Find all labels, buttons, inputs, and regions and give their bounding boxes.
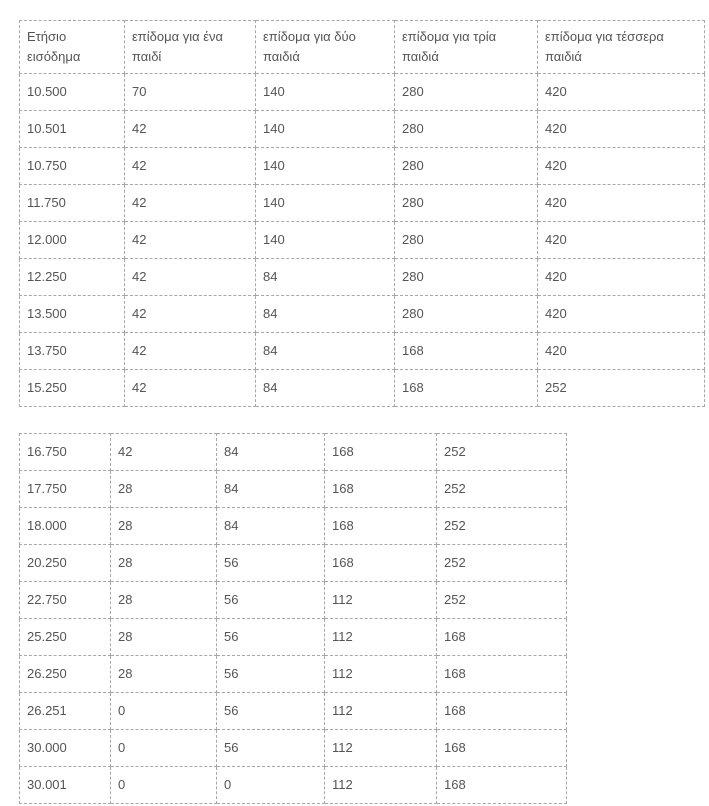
benefit-cell: 84 bbox=[256, 296, 395, 333]
benefit-cell: 252 bbox=[538, 370, 705, 407]
benefit-cell: 168 bbox=[395, 333, 538, 370]
benefit-cell: 56 bbox=[217, 693, 325, 730]
benefit-cell: 420 bbox=[538, 333, 705, 370]
table-row bbox=[20, 185, 705, 222]
income-cell: 16.750 bbox=[20, 434, 111, 471]
income-cell: 12.250 bbox=[20, 259, 125, 296]
benefit-cell: 420 bbox=[538, 259, 705, 296]
benefit-cell: 42 bbox=[111, 434, 217, 471]
table-header-row bbox=[20, 21, 705, 74]
benefit-cell: 168 bbox=[437, 693, 567, 730]
benefit-cell: 280 bbox=[395, 185, 538, 222]
table-row bbox=[20, 74, 705, 111]
benefit-cell: 0 bbox=[217, 767, 325, 804]
column-header: επίδομα για τρία παιδιά bbox=[395, 21, 538, 74]
benefit-cell: 42 bbox=[125, 333, 256, 370]
benefit-cell: 280 bbox=[395, 222, 538, 259]
income-cell: 17.750 bbox=[20, 471, 111, 508]
benefit-cell: 84 bbox=[256, 333, 395, 370]
column-header: επίδομα για τέσσερα παιδιά bbox=[538, 21, 705, 74]
table-row bbox=[20, 730, 567, 767]
table-row bbox=[20, 148, 705, 185]
income-cell: 15.250 bbox=[20, 370, 125, 407]
benefit-cell: 420 bbox=[538, 296, 705, 333]
table-row bbox=[20, 582, 567, 619]
benefit-cell: 112 bbox=[325, 656, 437, 693]
table-row bbox=[20, 434, 567, 471]
benefit-cell: 140 bbox=[256, 148, 395, 185]
benefit-cell: 420 bbox=[538, 185, 705, 222]
benefit-cell: 84 bbox=[256, 259, 395, 296]
benefit-cell: 70 bbox=[125, 74, 256, 111]
income-cell: 13.500 bbox=[20, 296, 125, 333]
benefit-cell: 280 bbox=[395, 296, 538, 333]
benefit-cell: 252 bbox=[437, 471, 567, 508]
income-cell: 26.250 bbox=[20, 656, 111, 693]
benefit-cell: 28 bbox=[111, 619, 217, 656]
benefit-cell: 280 bbox=[395, 148, 538, 185]
benefit-cell: 42 bbox=[125, 370, 256, 407]
benefit-cell: 168 bbox=[395, 370, 538, 407]
income-cell: 12.000 bbox=[20, 222, 125, 259]
benefit-cell: 84 bbox=[217, 508, 325, 545]
table-row bbox=[20, 471, 567, 508]
benefit-cell: 280 bbox=[395, 74, 538, 111]
income-cell: 10.500 bbox=[20, 74, 125, 111]
benefit-cell: 84 bbox=[217, 471, 325, 508]
benefit-cell: 280 bbox=[395, 259, 538, 296]
benefit-cell: 252 bbox=[437, 508, 567, 545]
benefit-cell: 84 bbox=[217, 434, 325, 471]
benefit-cell: 140 bbox=[256, 185, 395, 222]
table-row bbox=[20, 111, 705, 148]
benefit-cell: 420 bbox=[538, 148, 705, 185]
benefit-cell: 168 bbox=[437, 730, 567, 767]
income-cell: 26.251 bbox=[20, 693, 111, 730]
benefit-cell: 168 bbox=[325, 545, 437, 582]
benefit-cell: 42 bbox=[125, 111, 256, 148]
column-header: επίδομα για ένα παιδί bbox=[125, 21, 256, 74]
benefit-cell: 28 bbox=[111, 471, 217, 508]
benefit-table-part-2 bbox=[19, 433, 567, 804]
benefit-cell: 42 bbox=[125, 148, 256, 185]
benefit-cell: 252 bbox=[437, 582, 567, 619]
income-cell: 10.501 bbox=[20, 111, 125, 148]
income-cell: 13.750 bbox=[20, 333, 125, 370]
benefit-cell: 168 bbox=[437, 656, 567, 693]
income-cell: 22.750 bbox=[20, 582, 111, 619]
benefit-cell: 140 bbox=[256, 74, 395, 111]
benefit-cell: 84 bbox=[256, 370, 395, 407]
benefit-cell: 168 bbox=[437, 767, 567, 804]
benefit-cell: 56 bbox=[217, 619, 325, 656]
benefit-cell: 168 bbox=[325, 434, 437, 471]
benefit-cell: 0 bbox=[111, 730, 217, 767]
benefit-cell: 168 bbox=[325, 508, 437, 545]
table-row bbox=[20, 656, 567, 693]
income-cell: 18.000 bbox=[20, 508, 111, 545]
table-row bbox=[20, 259, 705, 296]
income-cell: 30.000 bbox=[20, 730, 111, 767]
benefit-cell: 0 bbox=[111, 767, 217, 804]
income-cell: 30.001 bbox=[20, 767, 111, 804]
table-row bbox=[20, 296, 705, 333]
income-cell: 20.250 bbox=[20, 545, 111, 582]
benefit-cell: 42 bbox=[125, 222, 256, 259]
benefit-cell: 56 bbox=[217, 582, 325, 619]
benefit-cell: 28 bbox=[111, 582, 217, 619]
benefit-cell: 140 bbox=[256, 111, 395, 148]
benefit-cell: 42 bbox=[125, 185, 256, 222]
benefit-cell: 28 bbox=[111, 545, 217, 582]
benefit-cell: 42 bbox=[125, 296, 256, 333]
table-row bbox=[20, 370, 705, 407]
benefit-cell: 56 bbox=[217, 656, 325, 693]
income-cell: 25.250 bbox=[20, 619, 111, 656]
benefit-cell: 112 bbox=[325, 730, 437, 767]
table-row bbox=[20, 222, 705, 259]
benefit-cell: 420 bbox=[538, 222, 705, 259]
benefit-table-part-1 bbox=[19, 20, 705, 407]
benefit-cell: 168 bbox=[325, 471, 437, 508]
benefit-cell: 420 bbox=[538, 74, 705, 111]
benefit-cell: 112 bbox=[325, 693, 437, 730]
column-header: Ετήσιο εισόδημα bbox=[20, 21, 125, 74]
income-cell: 11.750 bbox=[20, 185, 125, 222]
benefit-cell: 252 bbox=[437, 545, 567, 582]
column-header: επίδομα για δύο παιδιά bbox=[256, 21, 395, 74]
table-row bbox=[20, 545, 567, 582]
table-row bbox=[20, 767, 567, 804]
benefit-cell: 420 bbox=[538, 111, 705, 148]
benefit-cell: 56 bbox=[217, 730, 325, 767]
table-row bbox=[20, 693, 567, 730]
benefit-cell: 112 bbox=[325, 767, 437, 804]
benefit-cell: 112 bbox=[325, 619, 437, 656]
benefit-cell: 0 bbox=[111, 693, 217, 730]
table-row bbox=[20, 619, 567, 656]
benefit-cell: 56 bbox=[217, 545, 325, 582]
benefit-cell: 42 bbox=[125, 259, 256, 296]
benefit-cell: 28 bbox=[111, 508, 217, 545]
benefit-cell: 28 bbox=[111, 656, 217, 693]
table-row bbox=[20, 508, 567, 545]
income-cell: 10.750 bbox=[20, 148, 125, 185]
benefit-cell: 112 bbox=[325, 582, 437, 619]
benefit-cell: 280 bbox=[395, 111, 538, 148]
table-row bbox=[20, 333, 705, 370]
benefit-cell: 168 bbox=[437, 619, 567, 656]
benefit-cell: 252 bbox=[437, 434, 567, 471]
benefit-cell: 140 bbox=[256, 222, 395, 259]
